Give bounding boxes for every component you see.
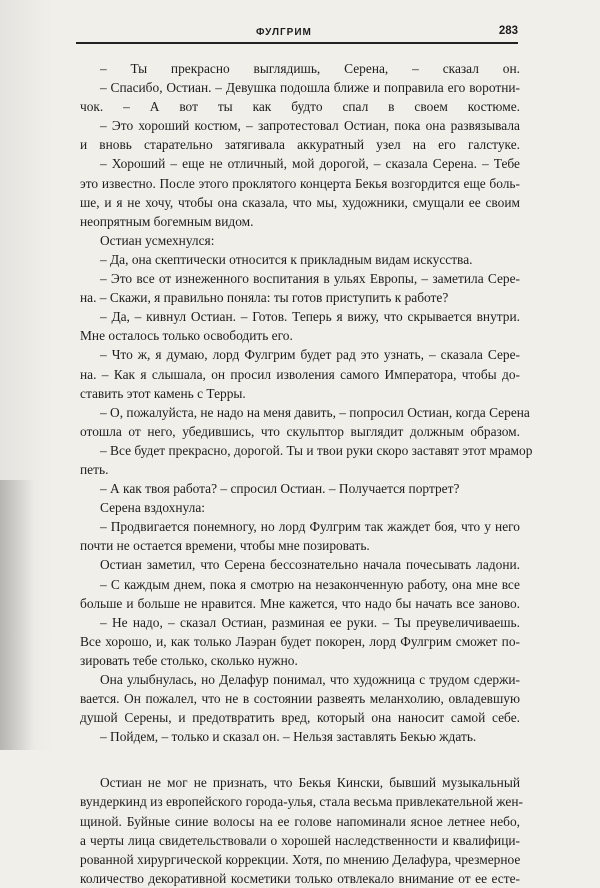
text-line: Все хорошо, и, как только Лаэран будет покорен, лорд Фулгрим сможет по- [80, 633, 520, 649]
text-line: – Да, – кивнул Остиан. – Готов. Теперь я вижу, что скрывается внутри. [100, 309, 520, 325]
section-break [80, 746, 520, 773]
text-line: – Это все от изнеженного воспитания в ульях Европы, – заметила Сере- [100, 271, 520, 287]
text-line: на. – Скажи, я правильно поняла: ты готов приступить к работе? [80, 290, 449, 306]
page-number: 283 [498, 25, 518, 37]
text-line: – Это хороший костюм, – запротестовал Остиан, пока она развязывала [100, 118, 520, 134]
text-line: – А как твоя работа? – спросил Остиан. – Получается портрет? [100, 481, 460, 497]
text-line: – Не надо, – сказал Остиан, разминая ее руки. – Ты преувеличиваешь. [100, 614, 520, 630]
text-line: – Что ж, я думаю, лорд Фулгрим будет рад это узнать, – сказала Сере- [100, 347, 520, 363]
page-spine-shadow-lower [0, 480, 34, 750]
text-line: – Все будет прекрасно, дорогой. Ты и твои руки скоро заставят этот мрамор [100, 442, 533, 458]
running-title: ФУЛГРИМ [256, 27, 312, 38]
text-line: чок. – А вот ты как будто спал в своем костюме. [80, 99, 520, 115]
text-line: – Пойдем, – только и сказал он. – Нельзя заставлять Бекью ждать. [100, 729, 477, 745]
text-line: зировать тебе столько, сколько нужно. [80, 652, 298, 668]
body-text [80, 59, 533, 888]
text-line: это известно. После этого проклятого концерта Бекья возгордится еще боль- [80, 175, 520, 191]
text-line: – Да, она скептически относится к прикладным видам искусства. [100, 251, 473, 267]
text-line: Остиан заметил, что Серена бессознательно начала почесывать ладони. [100, 557, 520, 573]
text-line: ставить этот камень с Терры. [80, 385, 246, 401]
text-line: Остиан усмехнулся: [100, 232, 215, 248]
text-line: неопрятным богемным видом. [80, 213, 254, 229]
text-line: почти не остается времени, чтобы мне позировать. [80, 538, 370, 554]
text-line: – Ты прекрасно выглядишь, Серена, – сказал он. [100, 61, 520, 76]
text-line: а черты лица свидетельствовали о хорошей наследственности и квалифици- [80, 832, 520, 848]
text-line: рованной хирургической коррекции. Хотя, по мнению Делафура, чрезмерное [80, 851, 521, 867]
text-line: вундеркинд из европейского города-улья, стала весьма привлекательной жен- [80, 794, 523, 810]
text-line: – С каждым днем, пока я смотрю на незаконченную работу, она мне все [100, 576, 520, 592]
text-line: – О, пожалуйста, не надо на меня давить, – попросил Остиан, когда Серена [100, 404, 530, 420]
text-line: на. – Как я слышала, он просил изволения самого Императора, чтобы до- [80, 366, 520, 382]
text-line: вается. Он пожалел, что не в состоянии развеять меланхолию, овладевшую [80, 691, 520, 707]
text-line: душой Серены, и предотвратить вред, который она наносит самой себе. [80, 710, 520, 726]
text-line: – Продвигается понемногу, но лорд Фулгрим так жаждет боя, что у него [100, 519, 520, 535]
text-line: ше, и я не хочу, чтобы она сказала, что мы, художники, смущали ее своим [80, 194, 520, 210]
text-line: Остиан не мог не признать, что Бекья Кински, бывший музыкальный [100, 775, 520, 791]
text-line: Серена вздохнула: [100, 500, 205, 516]
header-rule [76, 42, 518, 44]
text-line: щиной. Буйные синие волосы на ее голове напоминали ясное летнее небо, [80, 813, 520, 829]
text-line: и вновь старательно затягивала аккуратный узел на его галстуке. [80, 137, 520, 153]
text-line: петь. [80, 461, 109, 477]
text-line: количество декоративной косметики только отвлекало внимание от ее есте- [80, 870, 520, 886]
text-line: отошла от него, убедившись, что скульптор выглядит должным образом. [80, 423, 520, 439]
text-line: Мне осталось только освободить его. [80, 328, 293, 344]
text-line: Она улыбнулась, но Делафур понимал, что художница с трудом сдержи- [100, 672, 520, 687]
running-header [76, 24, 518, 44]
text-line: – Спасибо, Остиан. – Девушка подошла ближе и поправила его воротни- [100, 80, 520, 96]
text-line: – Хороший – еще не отличный, мой дорогой, – сказала Серена. – Тебе [100, 156, 520, 172]
text-line: больше и больше не нравится. Мне кажется, что надо бы начать все заново. [80, 595, 520, 611]
